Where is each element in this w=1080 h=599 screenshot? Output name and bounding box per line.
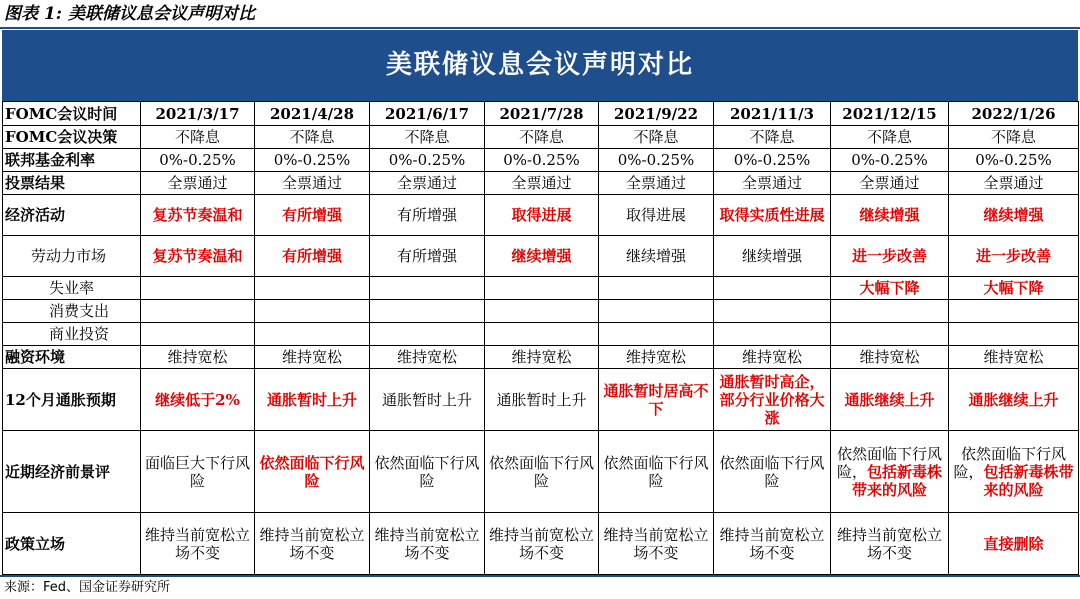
cell-text-rate-4: 0%-0.25%	[503, 151, 580, 169]
cell-outlook-4	[485, 431, 599, 513]
cell-financing-7	[831, 346, 949, 369]
table-row-unemployment	[3, 277, 1079, 300]
cell-text-decision-1: 不降息	[174, 128, 220, 146]
cell-investment-7	[831, 323, 949, 346]
cell-outlook-8	[949, 431, 1079, 513]
cell-investment-5	[599, 323, 714, 346]
row-label-labor: 劳动力市场	[3, 236, 141, 277]
table-row-labor	[3, 236, 1079, 277]
cell-text-policy-1: 维持当前宽松立场不变	[144, 525, 250, 562]
cell-labor-1	[141, 236, 255, 277]
cell-economy-5	[599, 195, 714, 236]
cell-economy-1	[141, 195, 255, 236]
cell-labor-8	[949, 236, 1079, 277]
table-title: 美联储议息会议声明对比	[2, 30, 1078, 101]
cell-text-decision-5: 不降息	[633, 128, 679, 146]
cell-text-rate-3: 0%-0.25%	[388, 151, 466, 169]
cell-labor-5	[599, 236, 714, 277]
cell-policy-7	[831, 513, 949, 575]
cell-vote-1	[141, 172, 255, 195]
cell-text-decision-4: 不降息	[518, 128, 564, 146]
row-label-vote: 投票结果	[3, 172, 141, 195]
bottom-rule	[0, 575, 1080, 577]
cell-text-economy-7: 继续增强	[859, 206, 920, 224]
cell-unemployment-5	[599, 277, 714, 300]
cell-text-meeting-time-6: 2021/11/3	[729, 104, 815, 123]
cell-outlook-7	[831, 431, 949, 513]
cell-rate-4	[485, 149, 599, 172]
figure-caption: 图表 1: 美联储议息会议声明对比	[4, 4, 255, 24]
cell-unemployment-6	[714, 277, 831, 300]
cell-labor-4	[485, 236, 599, 277]
cell-meeting-time-8	[949, 102, 1079, 126]
cell-text-outlook-1: 面临巨大下行风险	[144, 453, 250, 490]
cell-text-labor-6: 继续增强	[741, 247, 802, 265]
cell-policy-1	[141, 513, 255, 575]
row-label-consumption: 消费支出	[3, 300, 141, 323]
row-label-investment: 商业投资	[3, 323, 141, 346]
cell-text-decision-3: 不降息	[404, 128, 450, 146]
cell-rate-6	[714, 149, 831, 172]
cell-rate-2	[255, 149, 370, 172]
cell-outlook-1	[141, 431, 255, 513]
cell-text-policy-7: 维持当前宽松立场不变	[836, 525, 942, 562]
cell-policy-3	[370, 513, 485, 575]
cell-text-inflation-1: 继续低于2%	[155, 390, 240, 409]
top-rule	[0, 27, 1080, 29]
cell-consumption-7	[831, 300, 949, 323]
cell-inflation-1	[141, 369, 255, 431]
row-label-outlook: 近期经济前景评	[3, 431, 141, 513]
cell-unemployment-4	[485, 277, 599, 300]
table-row-consumption	[3, 300, 1079, 323]
cell-text-financing-7: 维持宽松	[859, 348, 920, 366]
cell-text-financing-5: 维持宽松	[625, 348, 686, 366]
cell-decision-4	[485, 126, 599, 149]
cell-rate-3	[370, 149, 485, 172]
cell-decision-7	[831, 126, 949, 149]
cell-vote-6	[714, 172, 831, 195]
cell-text-labor-5: 继续增强	[625, 247, 686, 265]
cell-text-meeting-time-5: 2021/9/22	[613, 104, 699, 123]
cell-text-financing-1: 维持宽松	[167, 348, 228, 366]
cell-vote-4	[485, 172, 599, 195]
cell-consumption-6	[714, 300, 831, 323]
table-row-outlook	[3, 431, 1079, 513]
cell-text-decision-7: 不降息	[866, 128, 912, 146]
row-label-meeting-time: FOMC会议时间	[3, 102, 141, 126]
cell-economy-2	[255, 195, 370, 236]
cell-text-unemployment-7: 大幅下降	[859, 279, 920, 297]
table-row-investment	[3, 323, 1079, 346]
cell-text-vote-4: 全票通过	[511, 174, 572, 192]
cell-consumption-4	[485, 300, 599, 323]
outlook-plain-8: 依然面临下行风险，	[953, 444, 1066, 481]
cell-text-policy-4: 维持当前宽松立场不变	[488, 525, 594, 562]
cell-economy-8	[949, 195, 1079, 236]
table-row-vote	[3, 172, 1079, 195]
cell-vote-5	[599, 172, 714, 195]
cell-vote-2	[255, 172, 370, 195]
cell-text-financing-2: 维持宽松	[281, 348, 342, 366]
cell-outlook-6	[714, 431, 831, 513]
cell-text-outlook-6: 依然面临下行风险	[719, 453, 825, 490]
table-row-policy	[3, 513, 1079, 575]
cell-text-rate-8: 0%-0.25%	[975, 151, 1052, 169]
cell-vote-7	[831, 172, 949, 195]
cell-text-decision-6: 不降息	[749, 128, 795, 146]
cell-text-rate-1: 0%-0.25%	[159, 151, 236, 169]
cell-text-vote-6: 全票通过	[741, 174, 802, 192]
cell-text-economy-8: 继续增强	[983, 206, 1044, 224]
cell-text-financing-3: 维持宽松	[396, 348, 457, 366]
cell-text-financing-4: 维持宽松	[511, 348, 572, 366]
cell-inflation-7	[831, 369, 949, 431]
cell-text-inflation-4: 通胀暂时上升	[496, 390, 587, 409]
cell-text-meeting-time-3: 2021/6/17	[384, 104, 470, 123]
cell-text-outlook-2: 依然面临下行风险	[259, 453, 365, 490]
cell-meeting-time-2	[255, 102, 370, 126]
row-label-policy: 政策立场	[3, 513, 141, 575]
cell-financing-1	[141, 346, 255, 369]
cell-meeting-time-1	[141, 102, 255, 126]
cell-economy-6	[714, 195, 831, 236]
table-row-financing	[3, 346, 1079, 369]
cell-text-rate-2: 0%-0.25%	[273, 151, 351, 169]
outlook-highlight-7: 包括新毒株带来的风险	[851, 462, 943, 499]
cell-inflation-6	[714, 369, 831, 431]
cell-text-policy-8: 直接删除	[983, 534, 1044, 553]
cell-text-inflation-6: 通胀暂时高企，部分行业价格大涨	[719, 372, 825, 427]
cell-text-vote-7: 全票通过	[859, 174, 920, 192]
cell-text-meeting-time-8: 2022/1/26	[971, 104, 1056, 123]
cell-investment-3	[370, 323, 485, 346]
table-row-economy	[3, 195, 1079, 236]
cell-text-decision-8: 不降息	[990, 128, 1036, 146]
cell-text-rate-6: 0%-0.25%	[733, 151, 811, 169]
cell-text-financing-6: 维持宽松	[741, 348, 802, 366]
source-note: 来源：Fed、国金证券研究所	[4, 580, 171, 595]
cell-investment-2	[255, 323, 370, 346]
cell-meeting-time-6	[714, 102, 831, 126]
cell-investment-8	[949, 323, 1079, 346]
table-row-rate	[3, 149, 1079, 172]
cell-text-inflation-8: 通胀继续上升	[968, 390, 1059, 409]
cell-policy-4	[485, 513, 599, 575]
cell-decision-5	[599, 126, 714, 149]
cell-text-rate-5: 0%-0.25%	[617, 151, 695, 169]
table-row-decision	[3, 126, 1079, 149]
cell-text-policy-2: 维持当前宽松立场不变	[259, 525, 365, 562]
cell-text-meeting-time-4: 2021/7/28	[499, 104, 584, 123]
cell-outlook-5	[599, 431, 714, 513]
cell-text-rate-7: 0%-0.25%	[851, 151, 928, 169]
cell-text-meeting-time-7: 2021/12/15	[842, 104, 937, 123]
cell-unemployment-1	[141, 277, 255, 300]
cell-outlook-2	[255, 431, 370, 513]
cell-decision-2	[255, 126, 370, 149]
cell-decision-8	[949, 126, 1079, 149]
cell-text-policy-3: 维持当前宽松立场不变	[374, 525, 480, 562]
cell-text-policy-6: 维持当前宽松立场不变	[719, 525, 825, 562]
cell-text-unemployment-8: 大幅下降	[983, 279, 1044, 297]
row-label-rate: 联邦基金利率	[3, 149, 141, 172]
row-label-economy: 经济活动	[3, 195, 141, 236]
cell-rate-7	[831, 149, 949, 172]
cell-text-inflation-2: 通胀暂时上升	[266, 390, 357, 409]
cell-text-labor-3: 有所增强	[396, 247, 457, 265]
cell-consumption-1	[141, 300, 255, 323]
cell-text-vote-8: 全票通过	[983, 174, 1044, 192]
cell-text-vote-2: 全票通过	[281, 174, 342, 192]
cell-text-inflation-7: 通胀继续上升	[844, 390, 935, 409]
cell-text-vote-5: 全票通过	[625, 174, 686, 192]
cell-policy-8	[949, 513, 1079, 575]
cell-labor-7	[831, 236, 949, 277]
cell-text-labor-4: 继续增强	[511, 247, 572, 265]
cell-financing-5	[599, 346, 714, 369]
cell-policy-6	[714, 513, 831, 575]
cell-consumption-3	[370, 300, 485, 323]
cell-policy-5	[599, 513, 714, 575]
cell-inflation-8	[949, 369, 1079, 431]
cell-consumption-8	[949, 300, 1079, 323]
cell-text-economy-3: 有所增强	[396, 206, 457, 224]
cell-text-outlook-4: 依然面临下行风险	[488, 453, 594, 490]
cell-meeting-time-4	[485, 102, 599, 126]
comparison-table	[2, 101, 1079, 575]
cell-text-inflation-3: 通胀暂时上升	[381, 390, 472, 409]
cell-financing-4	[485, 346, 599, 369]
cell-inflation-4	[485, 369, 599, 431]
cell-consumption-2	[255, 300, 370, 323]
cell-economy-3	[370, 195, 485, 236]
cell-text-policy-5: 维持当前宽松立场不变	[603, 525, 709, 562]
cell-vote-8	[949, 172, 1079, 195]
cell-inflation-3	[370, 369, 485, 431]
cell-economy-4	[485, 195, 599, 236]
cell-investment-6	[714, 323, 831, 346]
cell-vote-3	[370, 172, 485, 195]
cell-labor-6	[714, 236, 831, 277]
cell-text-decision-2: 不降息	[289, 128, 335, 146]
cell-financing-6	[714, 346, 831, 369]
cell-text-economy-2: 有所增强	[281, 206, 342, 224]
cell-text-economy-5: 取得进展	[625, 206, 686, 224]
cell-investment-1	[141, 323, 255, 346]
cell-meeting-time-7	[831, 102, 949, 126]
cell-text-meeting-time-2: 2021/4/28	[269, 104, 355, 123]
cell-text-labor-2: 有所增强	[281, 247, 342, 265]
cell-text-labor-1: 复苏节奏温和	[152, 247, 243, 265]
cell-text-inflation-5: 通胀暂时居高不下	[603, 381, 709, 418]
cell-labor-3	[370, 236, 485, 277]
cell-unemployment-3	[370, 277, 485, 300]
cell-financing-2	[255, 346, 370, 369]
cell-rate-8	[949, 149, 1079, 172]
cell-decision-6	[714, 126, 831, 149]
cell-unemployment-8	[949, 277, 1079, 300]
outlook-highlight-8: 包括新毒株带来的风险	[983, 462, 1074, 499]
cell-economy-7	[831, 195, 949, 236]
row-label-financing: 融资环境	[3, 346, 141, 369]
cell-text-economy-6: 取得实质性进展	[719, 206, 825, 224]
cell-unemployment-7	[831, 277, 949, 300]
cell-investment-4	[485, 323, 599, 346]
cell-outlook-3	[370, 431, 485, 513]
cell-text-outlook-3: 依然面临下行风险	[374, 453, 480, 490]
cell-inflation-2	[255, 369, 370, 431]
cell-text-vote-1: 全票通过	[167, 174, 228, 192]
cell-meeting-time-3	[370, 102, 485, 126]
cell-inflation-5	[599, 369, 714, 431]
table-row-inflation	[3, 369, 1079, 431]
cell-text-meeting-time-1: 2021/3/17	[155, 104, 240, 123]
cell-text-vote-3: 全票通过	[396, 174, 457, 192]
row-label-unemployment: 失业率	[3, 277, 141, 300]
cell-meeting-time-5	[599, 102, 714, 126]
cell-policy-2	[255, 513, 370, 575]
cell-financing-3	[370, 346, 485, 369]
row-label-decision: FOMC会议决策	[3, 126, 141, 149]
cell-text-economy-1: 复苏节奏温和	[152, 206, 243, 224]
cell-text-financing-8: 维持宽松	[983, 348, 1044, 366]
cell-labor-2	[255, 236, 370, 277]
row-label-inflation: 12个月通胀预期	[3, 369, 141, 431]
cell-rate-1	[141, 149, 255, 172]
cell-rate-5	[599, 149, 714, 172]
cell-decision-3	[370, 126, 485, 149]
cell-decision-1	[141, 126, 255, 149]
cell-text-economy-4: 取得进展	[511, 206, 572, 224]
outlook-plain-7: 依然面临下行风险，	[836, 444, 942, 481]
cell-financing-8	[949, 346, 1079, 369]
cell-text-outlook-5: 依然面临下行风险	[603, 453, 709, 490]
cell-text-labor-8: 进一步改善	[975, 247, 1051, 265]
cell-consumption-5	[599, 300, 714, 323]
cell-text-labor-7: 进一步改善	[851, 247, 927, 265]
cell-unemployment-2	[255, 277, 370, 300]
table-row-meeting-time	[3, 102, 1079, 126]
